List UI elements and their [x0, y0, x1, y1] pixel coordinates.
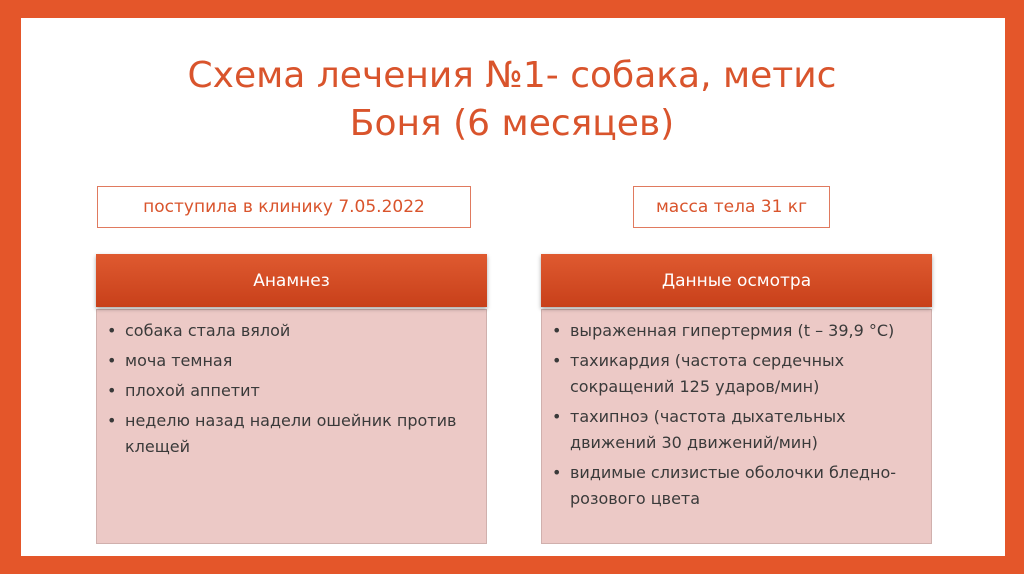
- examination-body: [541, 309, 932, 544]
- anamnesis-list: [105, 318, 470, 460]
- list-item: • видимые слизистые оболочки бледно-розового цвета: [550, 460, 915, 512]
- list-item: • выраженная гипертермия (t – 39,9 °C): [550, 318, 915, 344]
- list-item: • неделю назад надели ошейник против клещей: [105, 408, 470, 460]
- body-weight-box: масса тела 31 кг: [633, 186, 830, 228]
- title-line-2: Боня (6 месяцев): [349, 103, 675, 144]
- examination-card: [541, 254, 932, 544]
- anamnesis-header: Анамнез: [96, 254, 487, 307]
- anamnesis-card: [96, 254, 487, 544]
- list-item: • плохой аппетит: [105, 378, 470, 404]
- list-item: • моча темная: [105, 348, 470, 374]
- examination-header: Данные осмотра: [541, 254, 932, 307]
- list-item: • тахипноэ (частота дыхательных движений 30 движений/мин): [550, 404, 915, 456]
- admission-date-box: поступила в клинику 7.05.2022: [97, 186, 471, 228]
- title-line-1: Схема лечения №1- собака, метис: [187, 55, 837, 96]
- slide-title: [0, 52, 1024, 148]
- list-item: • тахикардия (частота сердечных сокращений 125 ударов/мин): [550, 348, 915, 400]
- list-item: • собака стала вялой: [105, 318, 470, 344]
- examination-list: [550, 318, 915, 512]
- anamnesis-body: [96, 309, 487, 544]
